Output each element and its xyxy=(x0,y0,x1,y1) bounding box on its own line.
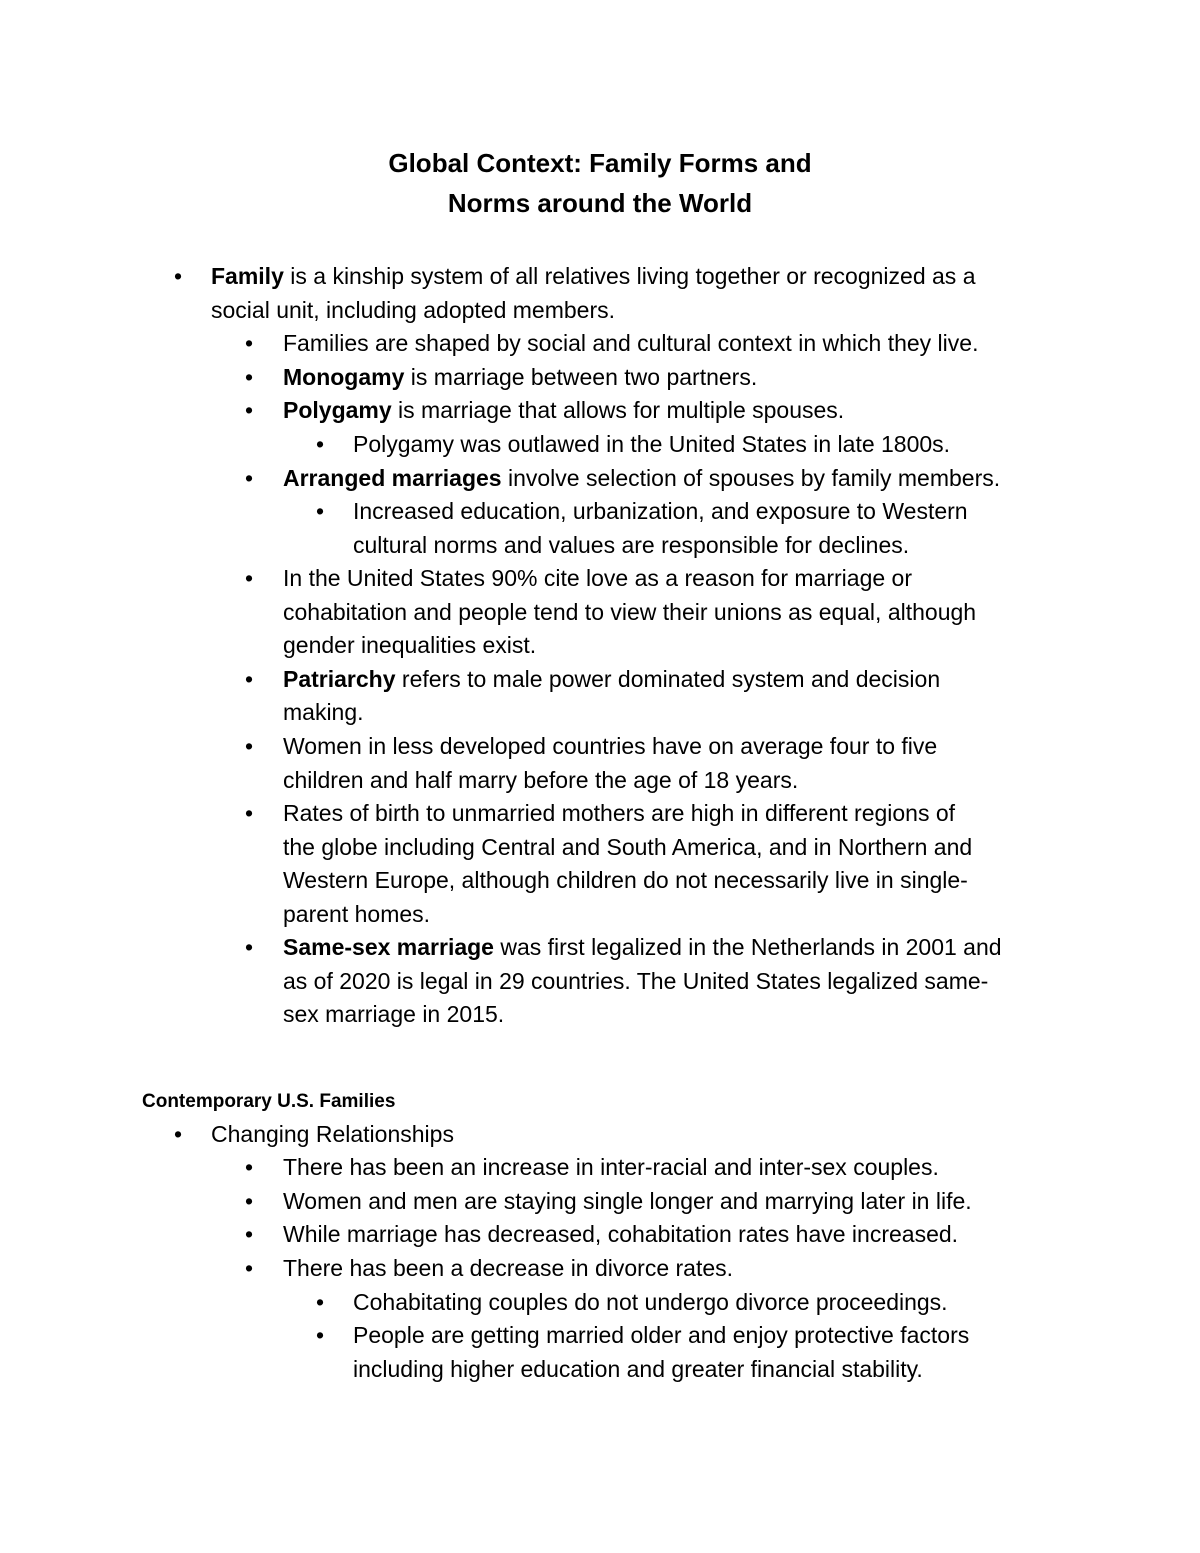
list-item-women-cont: children and half marry before the age of 18 years. xyxy=(283,767,799,793)
bullet-icon: • xyxy=(316,1322,325,1348)
list-item-cohab-couples: Cohabitating couples do not undergo divorce proceedings. xyxy=(353,1289,948,1315)
term-arranged-marriages: Arranged marriages xyxy=(283,465,502,491)
bullet-icon: • xyxy=(245,666,254,692)
list-item-patriarchy xyxy=(283,662,940,696)
section-heading-contemporary: Contemporary U.S. Families xyxy=(142,1091,396,1112)
list-item-single: Women and men are staying single longer and marrying later in life. xyxy=(283,1188,972,1214)
list-item-rates-cont-2: Western Europe, although children do not necessarily live in single- xyxy=(283,867,968,893)
bullet-icon: • xyxy=(245,364,254,390)
list-item-older-cont: including higher education and greater financial stability. xyxy=(353,1356,923,1382)
bullet-icon: • xyxy=(245,1154,254,1180)
list-item-increased: Increased education, urbanization, and exposure to Western xyxy=(353,498,968,524)
bullet-icon: • xyxy=(245,1188,254,1214)
term-patriarchy: Patriarchy xyxy=(283,666,396,692)
list-item-family xyxy=(211,259,975,293)
list-item-us-love-cont-2: gender inequalities exist. xyxy=(283,632,537,658)
patriarchy-definition: refers to male power dominated system and decision xyxy=(395,666,941,692)
term-polygamy: Polygamy xyxy=(283,397,392,423)
list-item-older: People are getting married older and enjoy protective factors xyxy=(353,1322,970,1348)
list-item-polygamy-outlawed: Polygamy was outlawed in the United States in late 1800s. xyxy=(353,431,951,457)
list-item-interracial: There has been an increase in inter-racial and inter-sex couples. xyxy=(283,1154,939,1180)
polygamy-definition: is marriage that allows for multiple spouses. xyxy=(391,397,845,423)
arranged-definition: involve selection of spouses by family members. xyxy=(501,465,1001,491)
list-item-women: Women in less developed countries have on average four to five xyxy=(283,733,938,759)
list-item-us-love-cont-1: cohabitation and people tend to view their unions as equal, although xyxy=(283,599,977,625)
bullet-icon: • xyxy=(245,1221,254,1247)
bullet-icon: • xyxy=(316,498,325,524)
list-item-rates-cont-3: parent homes. xyxy=(283,901,431,927)
bullet-icon: • xyxy=(174,263,183,289)
bullet-icon: • xyxy=(316,1289,325,1315)
list-item-changing: Changing Relationships xyxy=(211,1121,454,1147)
bullet-icon: • xyxy=(245,330,254,356)
same-sex-definition: was first legalized in the Netherlands in 2001 and xyxy=(493,934,1002,960)
list-item-same-sex-cont-1: as of 2020 is legal in 29 countries. The United States legalized same- xyxy=(283,968,989,994)
list-item-same-sex xyxy=(283,930,1002,964)
list-item-cohab: While marriage has decreased, cohabitation rates have increased. xyxy=(283,1221,959,1247)
bullet-icon: • xyxy=(245,733,254,759)
list-item-patriarchy-cont: making. xyxy=(283,699,364,725)
bullet-icon: • xyxy=(245,465,254,491)
list-item-same-sex-cont-2: sex marriage in 2015. xyxy=(283,1001,505,1027)
list-item-family-cont: social unit, including adopted members. xyxy=(211,297,616,323)
bullet-icon: • xyxy=(316,431,325,457)
bullet-icon: • xyxy=(245,934,254,960)
list-item-divorce: There has been a decrease in divorce rates. xyxy=(283,1255,734,1281)
page-title-line-1: Global Context: Family Forms and xyxy=(388,148,812,178)
term-same-sex-marriage: Same-sex marriage xyxy=(283,934,494,960)
bullet-icon: • xyxy=(245,397,254,423)
monogamy-definition: is marriage between two partners. xyxy=(404,364,758,390)
list-item-rates: Rates of birth to unmarried mothers are high in different regions of xyxy=(283,800,956,826)
bullet-icon: • xyxy=(174,1121,183,1147)
bullet-icon: • xyxy=(245,800,254,826)
family-definition: is a kinship system of all relatives living together or recognized as a xyxy=(283,263,976,289)
list-item-increased-cont: cultural norms and values are responsible for declines. xyxy=(353,532,910,558)
page-title-line-2: Norms around the World xyxy=(447,188,753,218)
term-monogamy: Monogamy xyxy=(283,364,405,390)
bullet-icon: • xyxy=(245,1255,254,1281)
list-item-monogamy xyxy=(283,360,757,394)
list-item-arranged xyxy=(283,461,1000,495)
list-item-us-love: In the United States 90% cite love as a reason for marriage or xyxy=(283,565,912,591)
list-item-shaped: Families are shaped by social and cultural context in which they live. xyxy=(283,330,979,356)
list-item-rates-cont-1: the globe including Central and South America, and in Northern and xyxy=(283,834,973,860)
term-family: Family xyxy=(211,263,284,289)
list-item-polygamy xyxy=(283,393,844,427)
bullet-icon: • xyxy=(245,565,254,591)
